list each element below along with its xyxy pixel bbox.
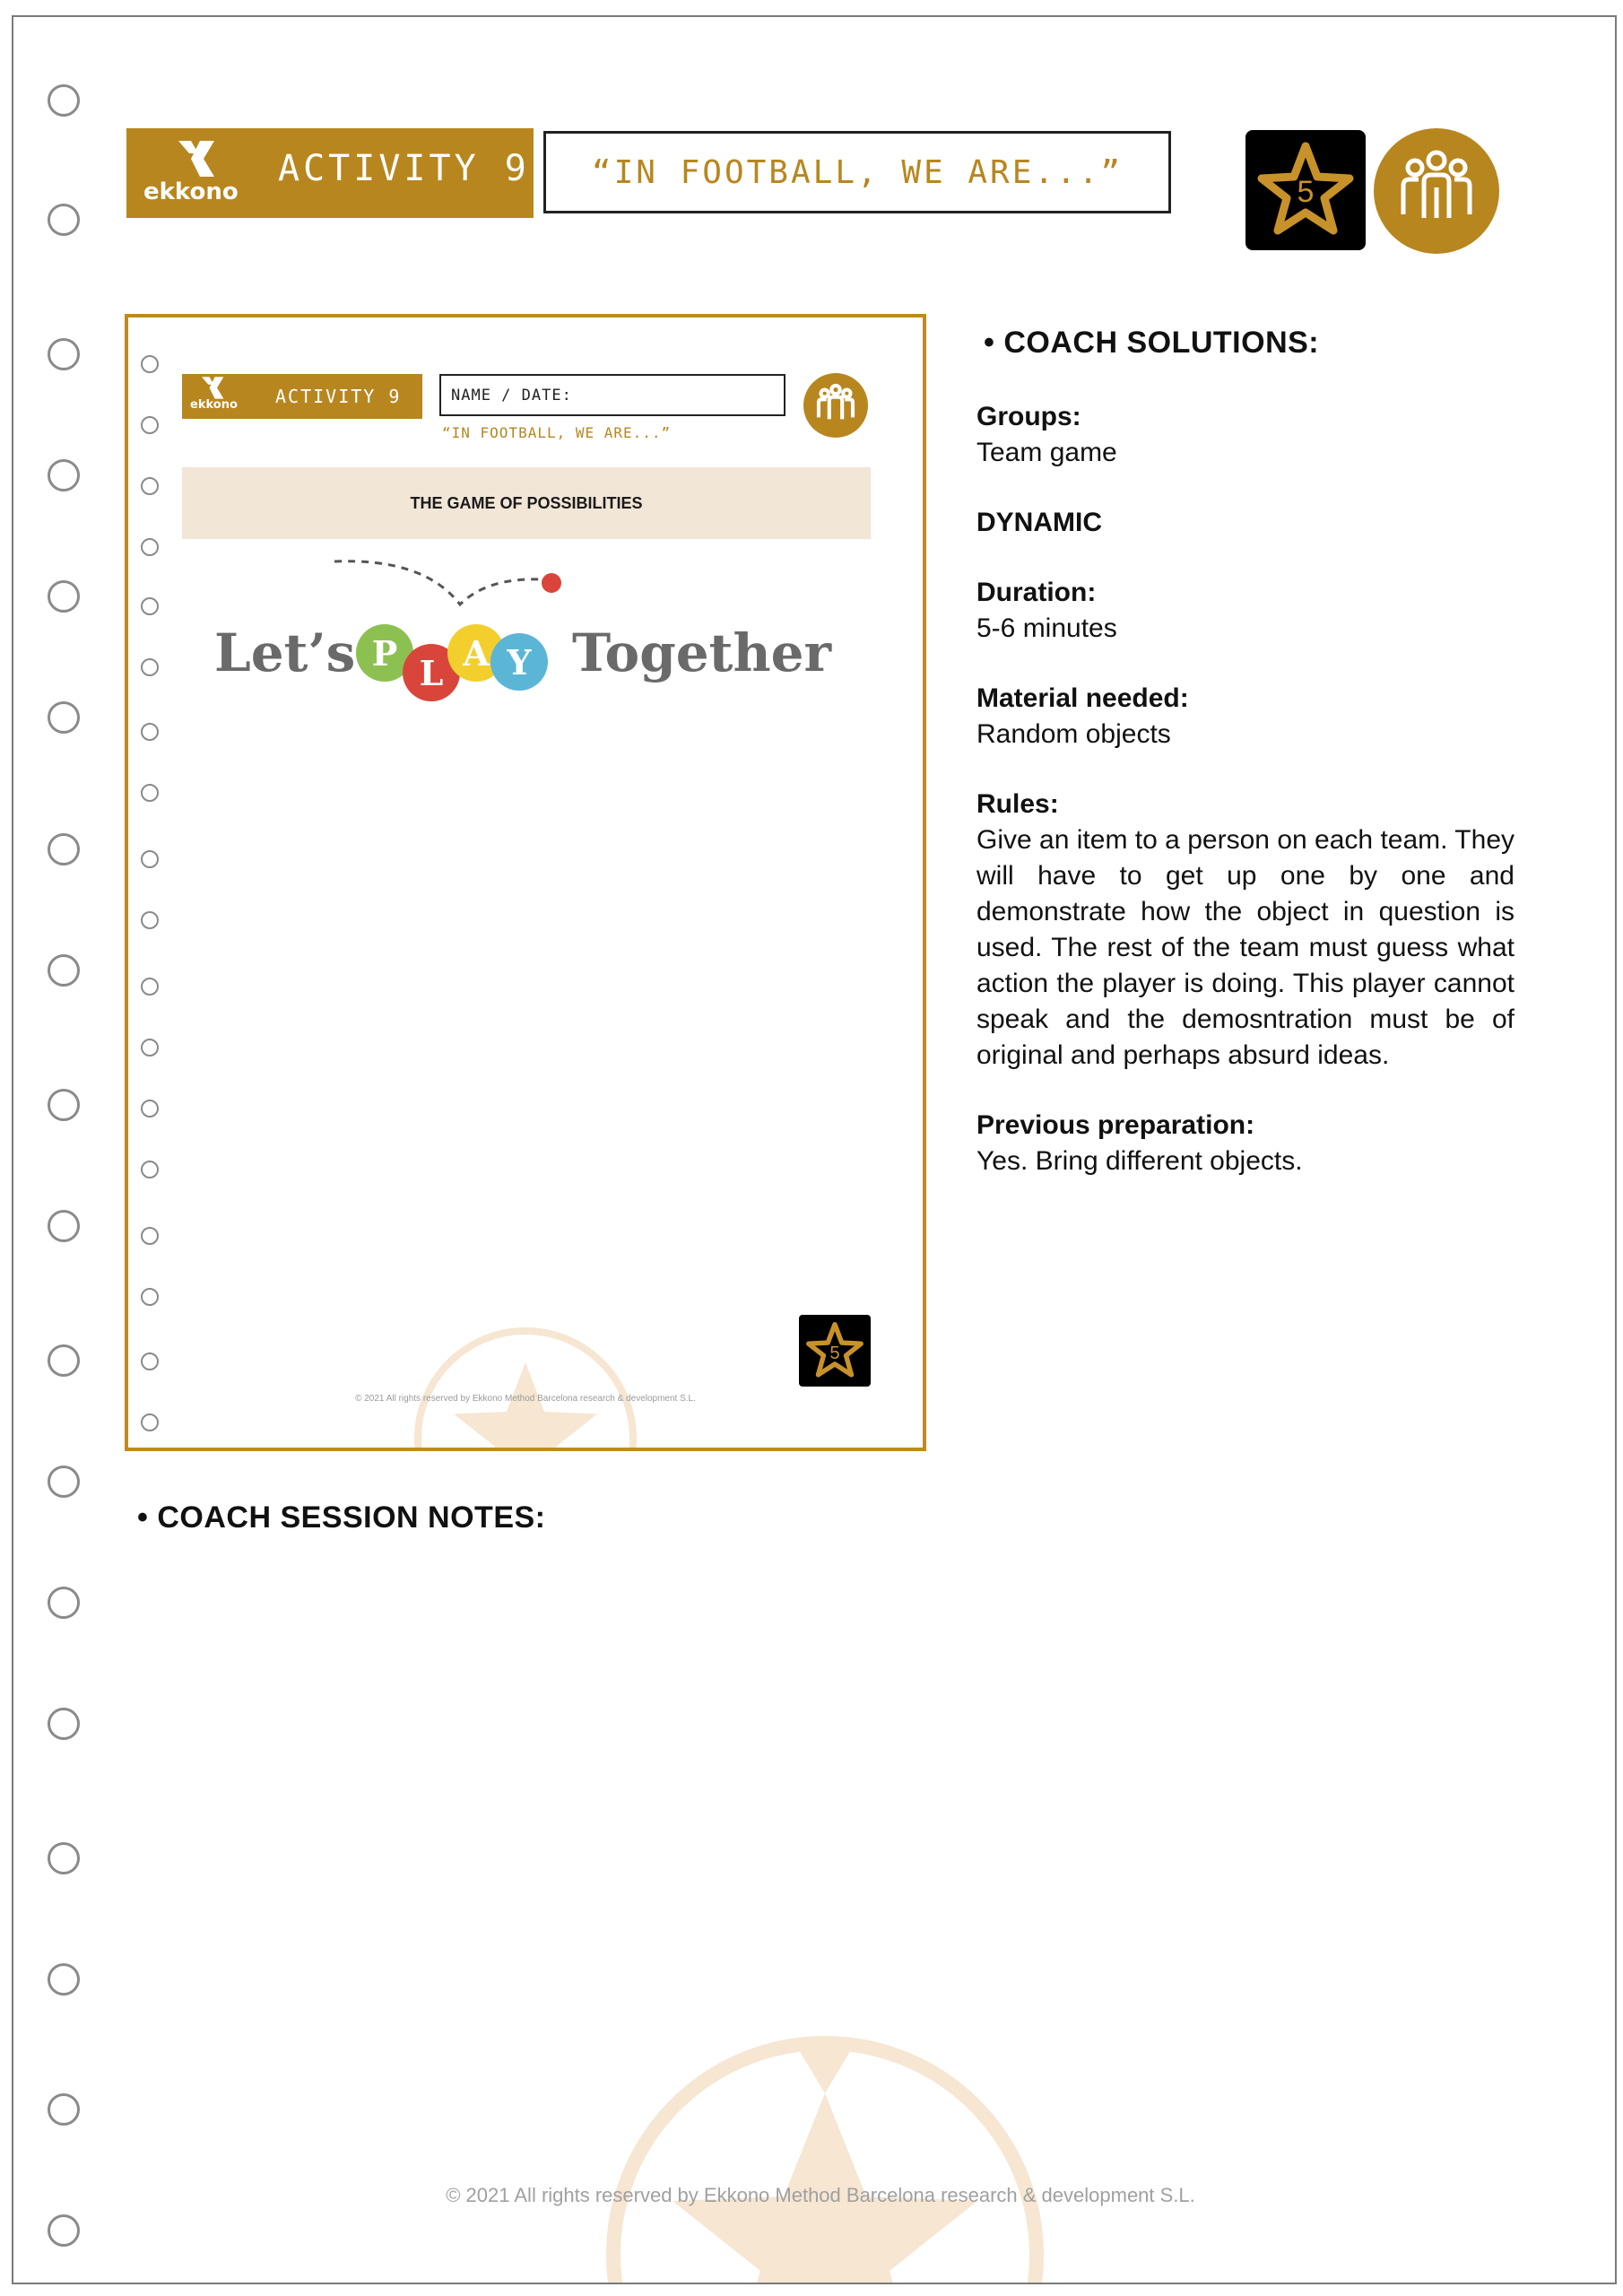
football-watermark-icon — [413, 1326, 638, 1451]
coach-solutions — [976, 399, 1515, 1179]
together-text: Together — [572, 622, 832, 683]
binder-ring-icon — [48, 701, 80, 734]
star-number: 5 — [1297, 175, 1315, 209]
binder-ring-icon — [141, 1352, 159, 1370]
play-letter-a: A — [463, 633, 490, 674]
rules-label: Rules: — [976, 789, 1059, 819]
binder-ring-icon — [141, 1161, 159, 1178]
duration-label: Duration: — [976, 578, 1097, 607]
binder-ring-icon — [48, 1465, 80, 1498]
binder-ring-icon — [48, 459, 80, 491]
team-group-icon — [803, 373, 868, 438]
star-five-icon — [1245, 130, 1366, 250]
worksheet-preview — [125, 314, 926, 1451]
binder-ring-icon — [48, 954, 80, 987]
binder-ring-icon — [141, 1100, 159, 1118]
binder-ring-icon — [141, 355, 159, 373]
play-letter-p: P — [371, 633, 398, 674]
name-date-field: NAME / DATE: — [439, 374, 785, 416]
preview-quote: “IN FOOTBALL, WE ARE...” — [442, 424, 672, 441]
binder-ring-icon — [141, 1227, 159, 1245]
preview-level-badge — [799, 1315, 871, 1387]
binder-ring-icon — [48, 2093, 80, 2126]
binder-ring-icon — [48, 833, 80, 865]
binder-ring-icon — [141, 1288, 159, 1306]
preview-copyright: © 2021 All rights reserved by Ekkono Method Barcelona research & development S.L. — [355, 1394, 696, 1404]
ekkono-k-logo-icon — [196, 376, 232, 401]
binder-ring-icon — [141, 597, 159, 615]
preview-logo-text: ekkono — [190, 398, 238, 412]
page-copyright: © 2021 All rights reserved by Ekkono Method Barcelona research & development S.L. — [446, 2184, 1195, 2206]
ekkono-k-logo-icon — [173, 139, 225, 180]
preparation-label: Previous preparation: — [976, 1110, 1255, 1140]
preview-activity-header — [182, 374, 422, 419]
binder-ring-icon — [48, 84, 80, 117]
material-value: Random objects — [976, 719, 1171, 749]
binder-ring-icon — [48, 1963, 80, 1996]
binder-ring-icon — [48, 1842, 80, 1874]
rules-value: Give an item to a person on each team. They will have to get up one by one and demonstrate how the object in question is used. The rest of the team must guess what action the player is doing. This player cannot speak and the demosntration must be of original and perhaps absurd ideas. — [976, 825, 1515, 1070]
lets-text: Let’s — [214, 622, 356, 683]
binder-ring-icon — [48, 1344, 80, 1377]
coach-solutions-title: • COACH SOLUTIONS: — [984, 326, 1320, 360]
binder-ring-icon — [48, 1708, 80, 1740]
binder-ring-icon — [48, 580, 80, 613]
groups-label: Groups: — [976, 402, 1081, 431]
activity-label: ACTIVITY 9 — [278, 148, 530, 189]
play-letter-y: Y — [507, 642, 532, 683]
preview-activity-label: ACTIVITY 9 — [275, 386, 402, 407]
binder-ring-icon — [141, 538, 159, 556]
binder-ring-icon — [141, 784, 159, 802]
play-letter-l: L — [419, 653, 444, 693]
binder-ring-icon — [141, 723, 159, 741]
activity-header — [126, 128, 534, 218]
ball-trajectory-icon — [325, 551, 595, 622]
team-group-icon — [1374, 128, 1499, 254]
binder-ring-icon — [48, 1089, 80, 1121]
duration-value: 5-6 minutes — [976, 613, 1117, 643]
material-label: Material needed: — [976, 683, 1189, 713]
logo-text: ekkono — [143, 178, 239, 205]
dynamic-label: DYNAMIC — [976, 508, 1102, 537]
binder-ring-icon — [48, 338, 80, 370]
groups-value: Team game — [976, 438, 1117, 467]
preview-team-badge — [803, 373, 868, 438]
binder-ring-icon — [141, 1413, 159, 1431]
binder-ring-icon — [48, 2214, 80, 2247]
binder-ring-icon — [141, 658, 159, 676]
activity-sheet — [12, 15, 1617, 2284]
activity-quote: “IN FOOTBALL, WE ARE...” — [543, 131, 1171, 213]
preparation-value: Yes. Bring different objects. — [976, 1146, 1303, 1176]
preview-star-number: 5 — [829, 1343, 840, 1363]
star-five-icon — [799, 1315, 871, 1387]
binder-ring-icon — [141, 850, 159, 868]
play-letters-logo — [354, 617, 569, 707]
binder-ring-icon — [141, 416, 159, 434]
binder-ring-icon — [48, 1210, 80, 1242]
binder-ring-icon — [141, 978, 159, 996]
binder-ring-icon — [48, 1587, 80, 1619]
coach-session-notes-title: • COACH SESSION NOTES: — [137, 1500, 546, 1535]
level-badge — [1245, 130, 1366, 250]
binder-ring-icon — [141, 911, 159, 929]
binder-ring-icon — [141, 477, 159, 495]
binder-ring-icon — [141, 1039, 159, 1057]
football-watermark-icon — [601, 2031, 1049, 2284]
team-game-badge — [1374, 128, 1499, 254]
game-title-banner: THE GAME OF POSSIBILITIES — [182, 467, 871, 539]
binder-ring-icon — [48, 204, 80, 236]
